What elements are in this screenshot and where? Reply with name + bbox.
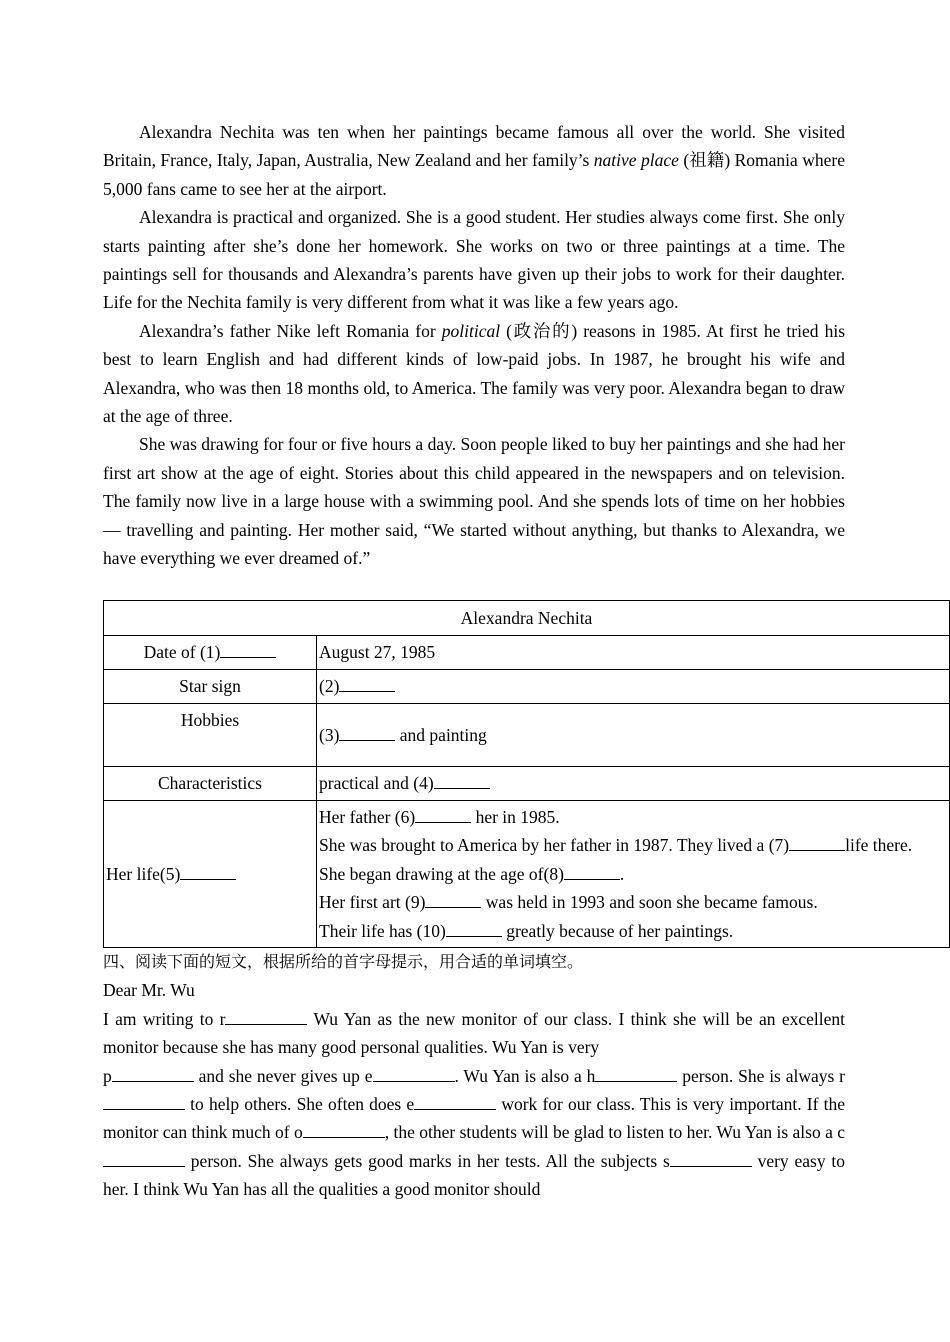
blank-3[interactable]	[339, 725, 395, 741]
blank-5[interactable]	[180, 864, 236, 880]
blank-7[interactable]	[789, 835, 845, 851]
table-title: Alexandra Nechita	[104, 601, 950, 636]
cloze-section	[103, 948, 845, 1204]
cloze-blank-2[interactable]	[112, 1066, 194, 1082]
hobbies-value: (3) and painting	[317, 704, 950, 767]
star-label: Star sign	[104, 670, 317, 704]
table-row	[104, 636, 950, 670]
life-line-2: She was brought to America by her father in 1987. They lived a (7) life there.	[319, 835, 913, 856]
date-label: Date of (1)	[104, 636, 317, 670]
passage-paragraph-2: Alexandra is practical and organized. She is a good student. Her studies always come first. She only starts painting after she’s done her homework. She works on two or three paintings at a time. The paintings sell for thousands and Alexandra’s parents have given up their jobs to work for their daughter. Life for the Nechita family is very different from what it was like a few years ago.	[103, 207, 845, 313]
blank-1[interactable]	[220, 642, 276, 658]
cloze-blank-1[interactable]	[225, 1009, 307, 1025]
letter-body: I am writing to r Wu Yan as the new monitor of our class. I think she will be an excellent monitor because she has many good personal qualities. Wu Yan is very p and she never gives up e . Wu Yan is also a h person. She is always r to help others. She often does e work for our class. This is very important. If the monitor can think much of o , the other students will be glad to listen to her. Wu Yan is also a c person. She always gets good marks in her tests. All the subjects s very easy to her. I think Wu Yan has all the qualities a good monitor should	[103, 1008, 846, 1200]
cloze-blank-8[interactable]	[103, 1151, 185, 1167]
term-political: political	[441, 320, 501, 341]
passage-paragraph-3: Alexandra’s father Nike left Romania for political (政治的) reasons in 1985. At first he tried his best to learn English and had different kinds of low-paid jobs. In 1987, he brought his wife and Alexandra, who was then 18 months old, to America. The family was very poor. Alexandra began to draw at the age of three.	[103, 320, 845, 427]
life-line-5: Their life has (10) greatly because of her paintings.	[319, 920, 734, 941]
blank-9[interactable]	[425, 892, 481, 908]
blank-2[interactable]	[339, 676, 395, 692]
hobbies-label: Hobbies	[104, 704, 317, 767]
blank-4[interactable]	[434, 773, 490, 789]
cloze-blank-6[interactable]	[414, 1094, 496, 1110]
blank-8[interactable]	[564, 864, 620, 880]
section-instruction: 四、阅读下面的短文，根据所给的首字母提示，用合适的单词填空。	[103, 952, 584, 971]
reading-passage	[103, 118, 845, 573]
cloze-blank-4[interactable]	[595, 1066, 677, 1082]
life-label: Her life(5)	[104, 801, 317, 948]
info-table	[103, 600, 950, 948]
table-row	[104, 801, 950, 948]
blank-10[interactable]	[446, 921, 502, 937]
date-value: August 27, 1985	[317, 636, 950, 670]
letter-greeting: Dear Mr. Wu	[103, 980, 195, 1001]
table-row	[104, 704, 950, 767]
blank-6[interactable]	[415, 807, 471, 823]
cloze-blank-5[interactable]	[103, 1094, 185, 1110]
life-details	[317, 801, 950, 948]
table-row	[104, 767, 950, 801]
life-line-3: She began drawing at the age of(8) .	[319, 863, 625, 884]
cloze-blank-7[interactable]	[303, 1122, 385, 1138]
star-value: (2)	[317, 670, 950, 704]
characteristics-label: Characteristics	[104, 767, 317, 801]
table-row	[104, 670, 950, 704]
characteristics-value: practical and (4)	[317, 767, 950, 801]
cloze-blank-9[interactable]	[670, 1151, 752, 1167]
passage-paragraph-1: Alexandra Nechita was ten when her paintings became famous all over the world. She visited Britain, France, Italy, Japan, Australia, New Zealand and her family’s native place (祖籍) Romania where 5,000 fans came to see her at the airport.	[103, 122, 845, 199]
passage-paragraph-4: She was drawing for four or five hours a day. Soon people liked to buy her paintings and she had her first art show at the age of eight. Stories about this child appeared in the newspapers and on television. The family now live in a large house with a swimming pool. And she spends lots of time on her hobbies — travelling and painting. Her mother said, “We started without anything, but thanks to Alexandra, we have everything we ever dreamed of.”	[103, 434, 845, 569]
table-title-row	[104, 601, 950, 636]
cloze-blank-3[interactable]	[373, 1066, 455, 1082]
life-line-4: Her first art (9) was held in 1993 and soon she became famous.	[319, 892, 818, 913]
life-line-1: Her father (6) her in 1985.	[319, 807, 560, 827]
term-native-place: native place	[593, 150, 679, 171]
